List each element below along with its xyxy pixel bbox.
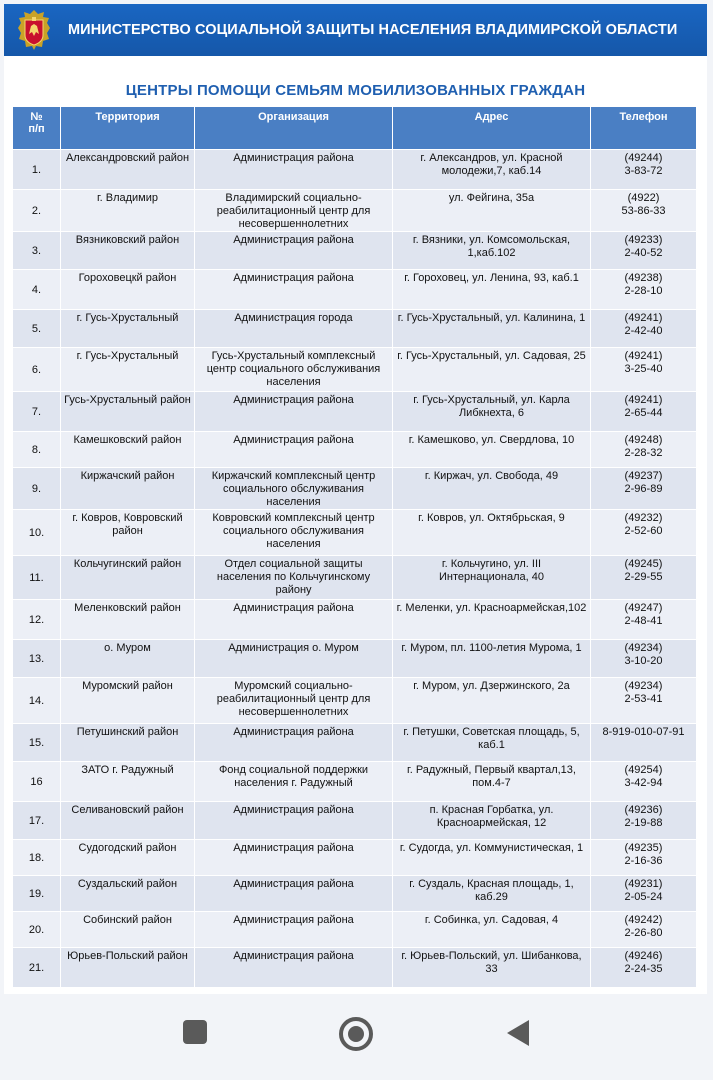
document-title: ЦЕНТРЫ ПОМОЩИ СЕМЬЯМ МОБИЛИЗОВАННЫХ ГРАЖДАН xyxy=(125,82,586,99)
cell-num: 2. xyxy=(13,190,61,232)
cell-address: г. Гусь-Хрустальный, ул. Карла Либкнехта, 6 xyxy=(393,392,591,432)
cell-num: 20. xyxy=(13,912,61,948)
cell-phone: (49238) 2-28-10 xyxy=(591,270,697,310)
cell-organization: Киржачский комплексный центр социального обслуживания населения xyxy=(195,468,393,510)
cell-num: 19. xyxy=(13,876,61,912)
cell-organization: Ковровский комплексный центр социального обслуживания населения xyxy=(195,510,393,556)
cell-address: г. Петушки, Советская площадь, 5, каб.1 xyxy=(393,724,591,762)
table-row xyxy=(13,640,697,678)
cell-num: 13. xyxy=(13,640,61,678)
cell-territory: Судогодский район xyxy=(61,840,195,876)
cell-address: г. Радужный, Первый квартал,13, пом.4-7 xyxy=(393,762,591,802)
cell-organization: Администрация района xyxy=(195,802,393,840)
cell-num: 6. xyxy=(13,348,61,392)
cell-organization: Администрация района xyxy=(195,232,393,270)
cell-address: п. Красная Горбатка, ул. Красноармейская, 12 xyxy=(393,802,591,840)
cell-address: г. Меленки, ул. Красноармейская,102 xyxy=(393,600,591,640)
ministry-title: МИНИСТЕРСТВО СОЦИАЛЬНОЙ ЗАЩИТЫ НАСЕЛЕНИЯ ВЛАДИМИРСКОЙ ОБЛАСТИ xyxy=(68,22,678,38)
cell-num: 3. xyxy=(13,232,61,270)
cell-territory: Меленковский район xyxy=(61,600,195,640)
cell-num: 7. xyxy=(13,392,61,432)
cell-num: 21. xyxy=(13,948,61,988)
table-row xyxy=(13,948,697,988)
cell-address: г. Камешково, ул. Свердлова, 10 xyxy=(393,432,591,468)
cell-organization: Владимирский социально-реабилитационный центр для несовершеннолетних xyxy=(195,190,393,232)
cell-num: 14. xyxy=(13,678,61,724)
cell-phone: (49246) 2-24-35 xyxy=(591,948,697,988)
cell-phone: (49248) 2-28-32 xyxy=(591,432,697,468)
cell-address: г. Судогда, ул. Коммунистическая, 1 xyxy=(393,840,591,876)
cell-address: г. Гусь-Хрустальный, ул. Калинина, 1 xyxy=(393,310,591,348)
cell-phone: (49232) 2-52-60 xyxy=(591,510,697,556)
table-row xyxy=(13,876,697,912)
cell-address: г. Муром, ул. Дзержинского, 2а xyxy=(393,678,591,724)
cell-num: 18. xyxy=(13,840,61,876)
header-num: № п/п xyxy=(13,107,61,150)
header-territory: Территория xyxy=(61,107,195,150)
table-row xyxy=(13,840,697,876)
help-centers-table xyxy=(12,106,697,988)
table-row xyxy=(13,762,697,802)
cell-phone: (49236) 2-19-88 xyxy=(591,802,697,840)
cell-address: г. Гороховец, ул. Ленина, 93, каб.1 xyxy=(393,270,591,310)
cell-phone: (49234) 2-53-41 xyxy=(591,678,697,724)
cell-territory: г. Гусь-Хрустальный xyxy=(61,310,195,348)
cell-territory: Петушинский район xyxy=(61,724,195,762)
cell-territory: Селивановский район xyxy=(61,802,195,840)
table-row xyxy=(13,724,697,762)
cell-phone: (49234) 3-10-20 xyxy=(591,640,697,678)
cell-num: 17. xyxy=(13,802,61,840)
recents-square-icon[interactable] xyxy=(183,1020,207,1044)
cell-organization: Гусь-Хрустальный комплексный центр социального обслуживания населения xyxy=(195,348,393,392)
cell-organization: Администрация района xyxy=(195,912,393,948)
header-phone: Телефон xyxy=(591,107,697,150)
table-row xyxy=(13,556,697,600)
cell-num: 11. xyxy=(13,556,61,600)
cell-organization: Администрация района xyxy=(195,724,393,762)
cell-organization: Администрация района xyxy=(195,948,393,988)
cell-territory: г. Владимир xyxy=(61,190,195,232)
cell-territory: Александровский район xyxy=(61,150,195,190)
cell-organization: Администрация города xyxy=(195,310,393,348)
table-row xyxy=(13,348,697,392)
cell-organization: Администрация района xyxy=(195,876,393,912)
table-row xyxy=(13,270,697,310)
table-row xyxy=(13,232,697,270)
cell-phone: 8-919-010-07-91 xyxy=(591,724,697,762)
cell-address: г. Юрьев-Польский, ул. Шибанкова, 33 xyxy=(393,948,591,988)
cell-organization: Администрация района xyxy=(195,392,393,432)
table-row xyxy=(13,432,697,468)
cell-phone: (49247) 2-48-41 xyxy=(591,600,697,640)
cell-territory: Гороховецкй район xyxy=(61,270,195,310)
cell-territory: ЗАТО г. Радужный xyxy=(61,762,195,802)
android-nav-bar xyxy=(0,994,713,1080)
cell-organization: Отдел социальной защиты населения по Кольчугинскому району xyxy=(195,556,393,600)
cell-organization: Администрация района xyxy=(195,600,393,640)
cell-phone: (49233) 2-40-52 xyxy=(591,232,697,270)
cell-organization: Администрация района xyxy=(195,840,393,876)
cell-organization: Администрация района xyxy=(195,270,393,310)
cell-address: г. Вязники, ул. Комсомольская, 1,каб.102 xyxy=(393,232,591,270)
header-organization: Организация xyxy=(195,107,393,150)
table-row xyxy=(13,678,697,724)
table-row xyxy=(13,802,697,840)
table-row xyxy=(13,190,697,232)
cell-address: г. Александров, ул. Красной молодежи,7, каб.14 xyxy=(393,150,591,190)
cell-num: 9. xyxy=(13,468,61,510)
table-row xyxy=(13,510,697,556)
cell-num: 10. xyxy=(13,510,61,556)
cell-phone: (49231) 2-05-24 xyxy=(591,876,697,912)
cell-territory: Муромский район xyxy=(61,678,195,724)
cell-organization: Фонд социальной поддержки населения г. Радужный xyxy=(195,762,393,802)
cell-address: г. Киржач, ул. Свобода, 49 xyxy=(393,468,591,510)
cell-address: г. Ковров, ул. Октябрьская, 9 xyxy=(393,510,591,556)
cell-phone: (49235) 2-16-36 xyxy=(591,840,697,876)
cell-num: 8. xyxy=(13,432,61,468)
cell-phone: (49254) 3-42-94 xyxy=(591,762,697,802)
cell-territory: Юрьев-Польский район xyxy=(61,948,195,988)
cell-address: г. Кольчугино, ул. III Интернационала, 40 xyxy=(393,556,591,600)
cell-territory: Вязниковский район xyxy=(61,232,195,270)
header-address: Адрес xyxy=(393,107,591,150)
cell-num: 12. xyxy=(13,600,61,640)
cell-num: 4. xyxy=(13,270,61,310)
cell-address: г. Собинка, ул. Садовая, 4 xyxy=(393,912,591,948)
table-row xyxy=(13,912,697,948)
table-row xyxy=(13,468,697,510)
back-triangle-icon[interactable] xyxy=(505,1018,531,1048)
cell-phone: (49244) 3-83-72 xyxy=(591,150,697,190)
table-header-row xyxy=(13,107,697,150)
cell-territory: о. Муром xyxy=(61,640,195,678)
cell-organization: Администрация о. Муром xyxy=(195,640,393,678)
cell-phone: (49237) 2-96-89 xyxy=(591,468,697,510)
cell-territory: Суздальский район xyxy=(61,876,195,912)
cell-phone: (49241) 3-25-40 xyxy=(591,348,697,392)
cell-territory: Собинский район xyxy=(61,912,195,948)
cell-territory: Гусь-Хрустальный район xyxy=(61,392,195,432)
home-circle-icon[interactable] xyxy=(338,1016,374,1052)
cell-organization: Администрация района xyxy=(195,432,393,468)
cell-address: г. Гусь-Хрустальный, ул. Садовая, 25 xyxy=(393,348,591,392)
cell-num: 16 xyxy=(13,762,61,802)
table-row xyxy=(13,310,697,348)
cell-territory: Камешковский район xyxy=(61,432,195,468)
vladimir-coat-of-arms-icon xyxy=(14,8,54,52)
cell-address: г. Суздаль, Красная площадь, 1, каб.29 xyxy=(393,876,591,912)
cell-territory: г. Ковров, Ковровский район xyxy=(61,510,195,556)
table-row xyxy=(13,392,697,432)
cell-phone: (49245) 2-29-55 xyxy=(591,556,697,600)
cell-phone: (49241) 2-42-40 xyxy=(591,310,697,348)
cell-num: 1. xyxy=(13,150,61,190)
cell-territory: Киржачский район xyxy=(61,468,195,510)
cell-phone: (49242) 2-26-80 xyxy=(591,912,697,948)
cell-organization: Муромский социально-реабилитационный центр для несовершеннолетних xyxy=(195,678,393,724)
cell-address: ул. Фейгина, 35а xyxy=(393,190,591,232)
cell-phone: (49241) 2-65-44 xyxy=(591,392,697,432)
cell-num: 15. xyxy=(13,724,61,762)
cell-num: 5. xyxy=(13,310,61,348)
cell-territory: г. Гусь-Хрустальный xyxy=(61,348,195,392)
cell-organization: Администрация района xyxy=(195,150,393,190)
table-row xyxy=(13,150,697,190)
cell-address: г. Муром, пл. 1100-летия Мурома, 1 xyxy=(393,640,591,678)
table-row xyxy=(13,600,697,640)
cell-phone: (4922) 53-86-33 xyxy=(591,190,697,232)
ministry-banner xyxy=(4,4,707,56)
cell-territory: Кольчугинский район xyxy=(61,556,195,600)
